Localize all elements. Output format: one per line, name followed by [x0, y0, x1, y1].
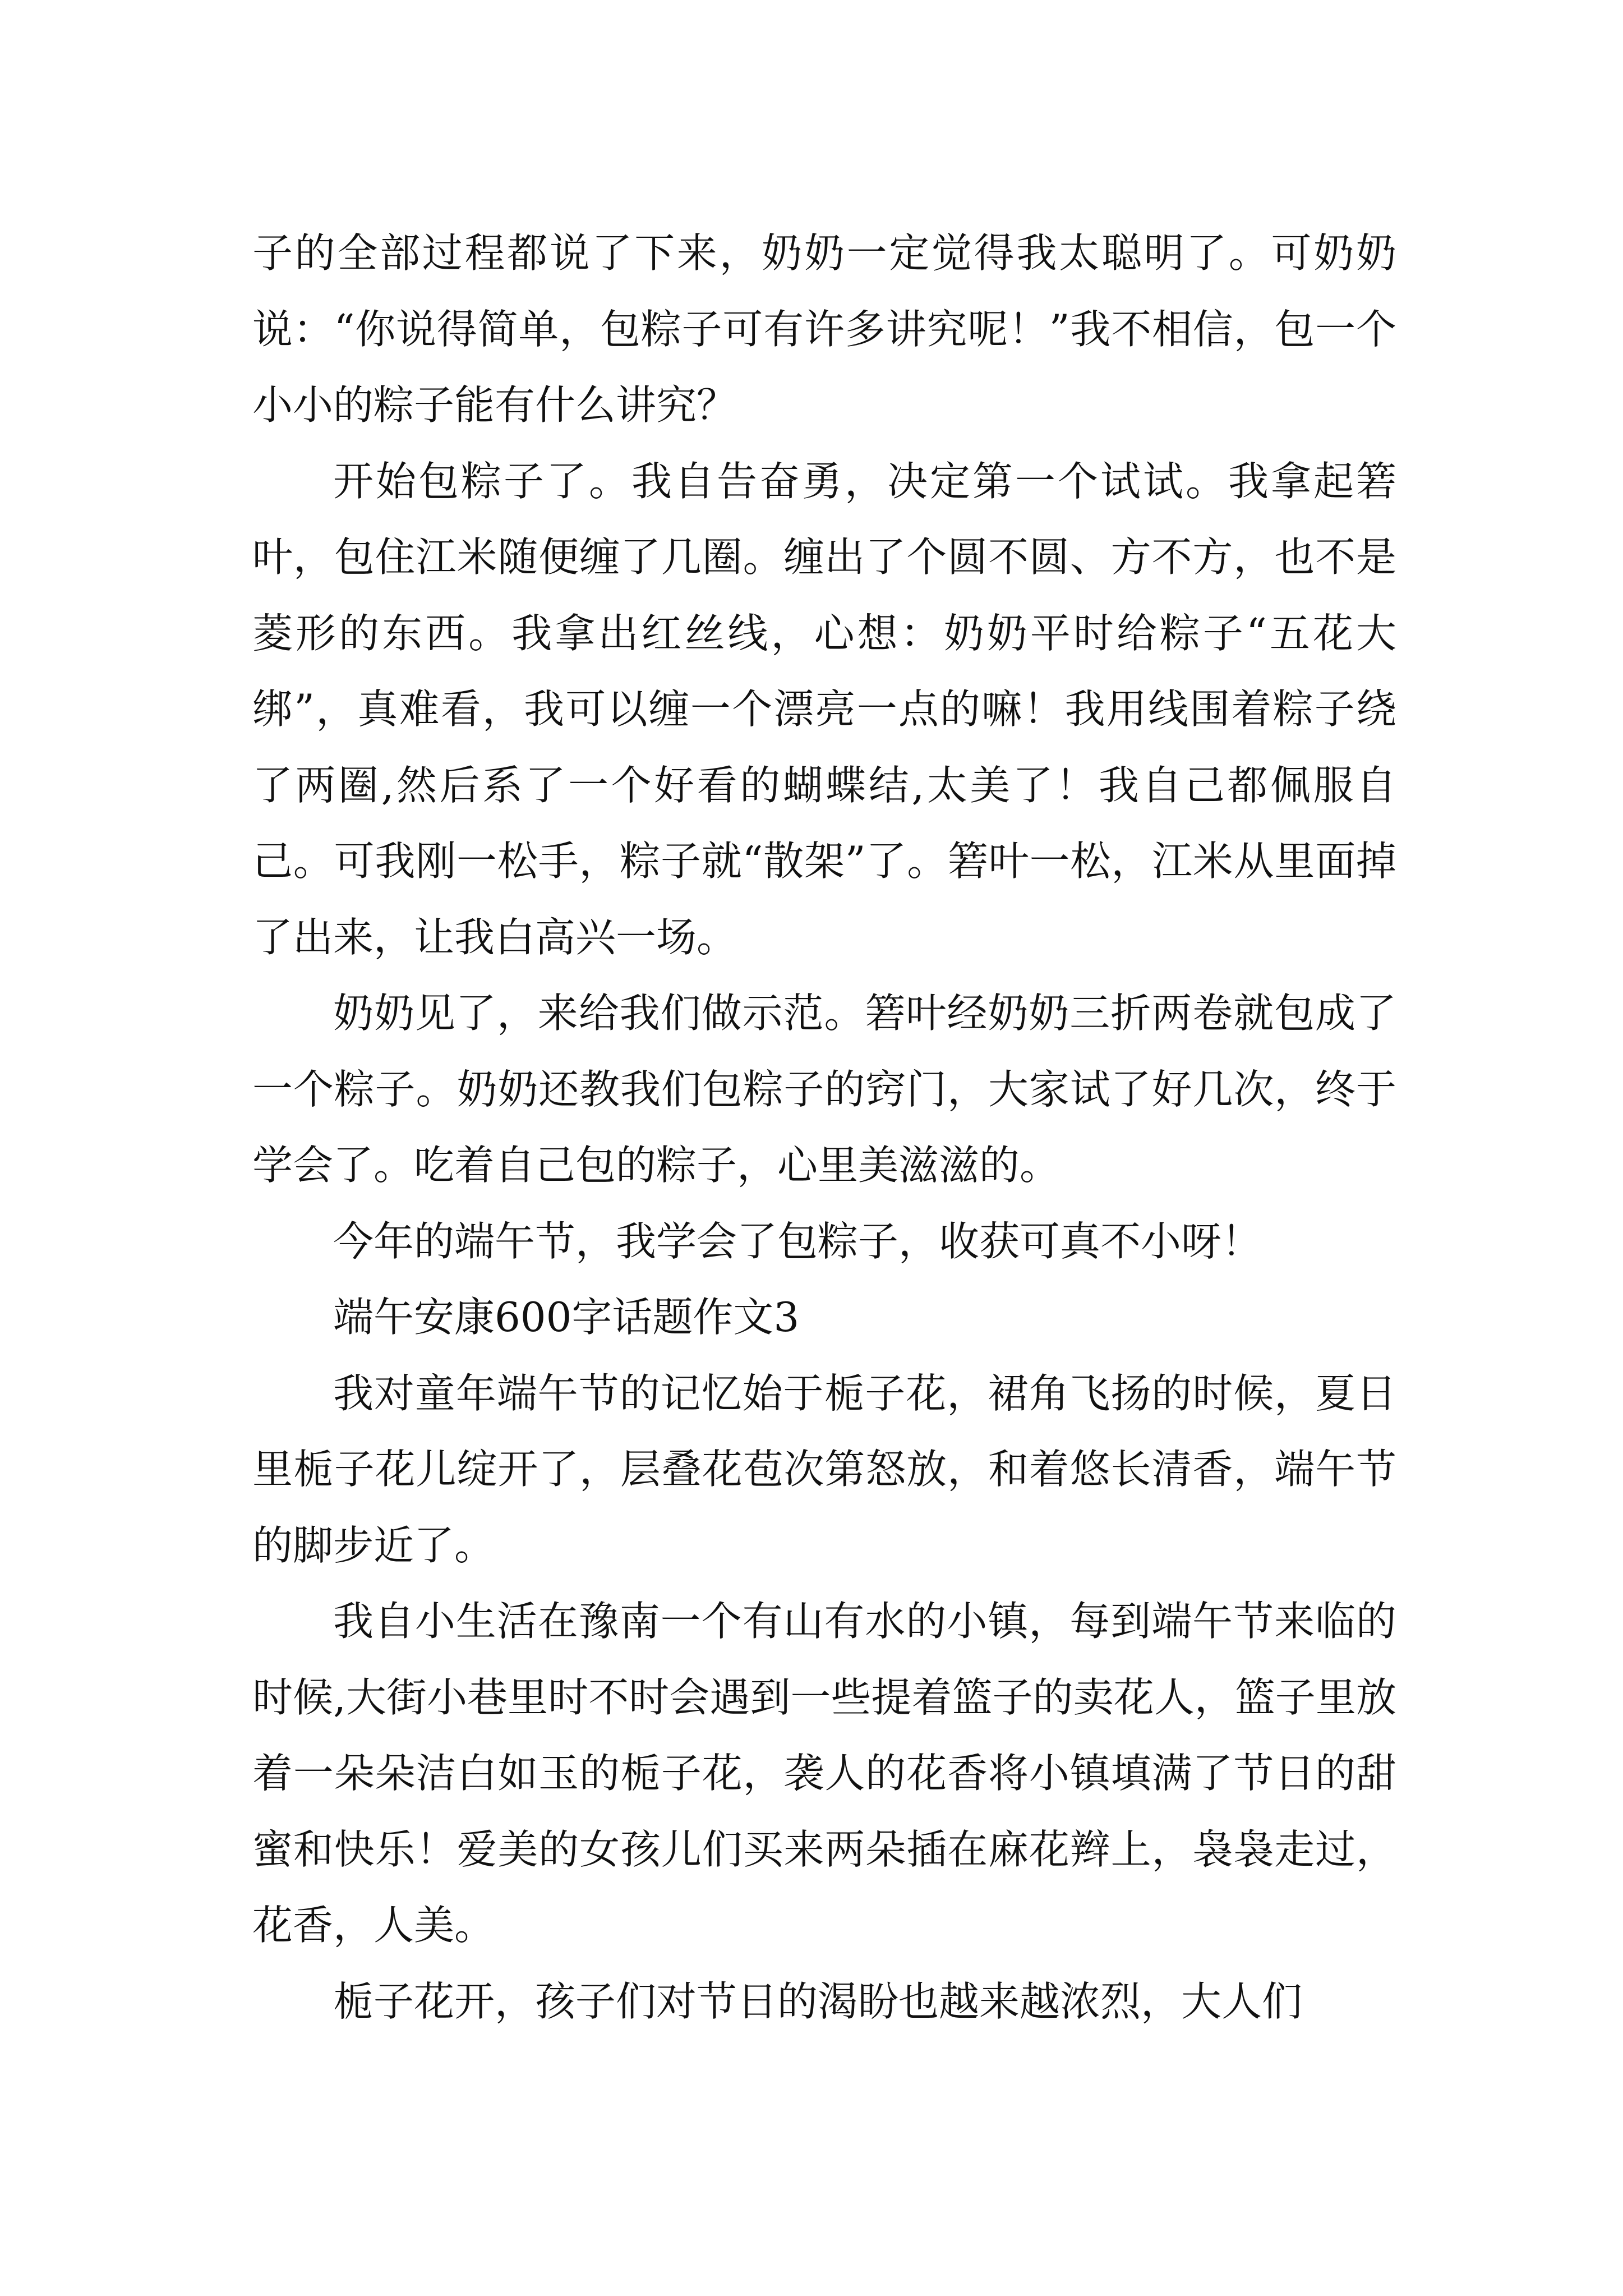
paragraph-3: 奶奶见了，来给我们做示范。箬叶经奶奶三折两卷就包成了一个粽子。奶奶还教我们包粽子的窍门，大家试了好几次，终于学会了。吃着自己包的粽子，心里美滋滋的。: [252, 990, 1396, 1189]
section-heading: 端午安康600字话题作文3: [333, 1294, 800, 1341]
paragraph-2: 开始包粽子了。我自告奋勇，决定第一个试试。我拿起箬叶，包住江米随便缠了几圈。缠出了个圆不圆、方不方，也不是菱形的东西。我拿出红丝线，心想：奶奶平时给粽子“五花大绑”，真难看，我可以缠一个漂亮一点的嘛！我用线围着粽子绕了两圈,然后系了一个好看的蝴蝶结,太美了！我自己都佩服自己。可我刚一松手，粽子就“散架”了。箬叶一松，江米从里面掉了出来，让我白高兴一场。: [252, 457, 1396, 961]
paragraph-4: 今年的端午节，我学会了包粽子，收获可真不小呀！: [333, 1217, 1262, 1265]
paragraph-5: 我对童年端午节的记忆始于栀子花，裙角飞扬的时候，夏日里栀子花儿绽开了，层叠花苞次第怒放，和着悠长清香，端午节的脚步近了。: [252, 1369, 1396, 1569]
paragraph-6: 我自小生活在豫南一个有山有水的小镇，每到端午节来临的时候,大街小巷里时不时会遇到一些提着篮子的卖花人，篮子里放着一朵朵洁白如玉的栀子花，袭人的花香将小镇填满了节日的甜蜜和快乐！爱美的女孩儿们买来两朵插在麻花辫上，袅袅走过，花香，人美。: [252, 1598, 1396, 1949]
paragraph-1: 子的全部过程都说了下来，奶奶一定觉得我太聪明了。可奶奶说：“你说得简单，包粽子可有许多讲究呢！”我不相信，包一个小小的粽子能有什么讲究？: [252, 229, 1396, 429]
paragraph-7: 栀子花开，孩子们对节日的渴盼也越来越浓烈，大人们: [333, 1977, 1303, 2025]
article-body: [252, 215, 1396, 2040]
